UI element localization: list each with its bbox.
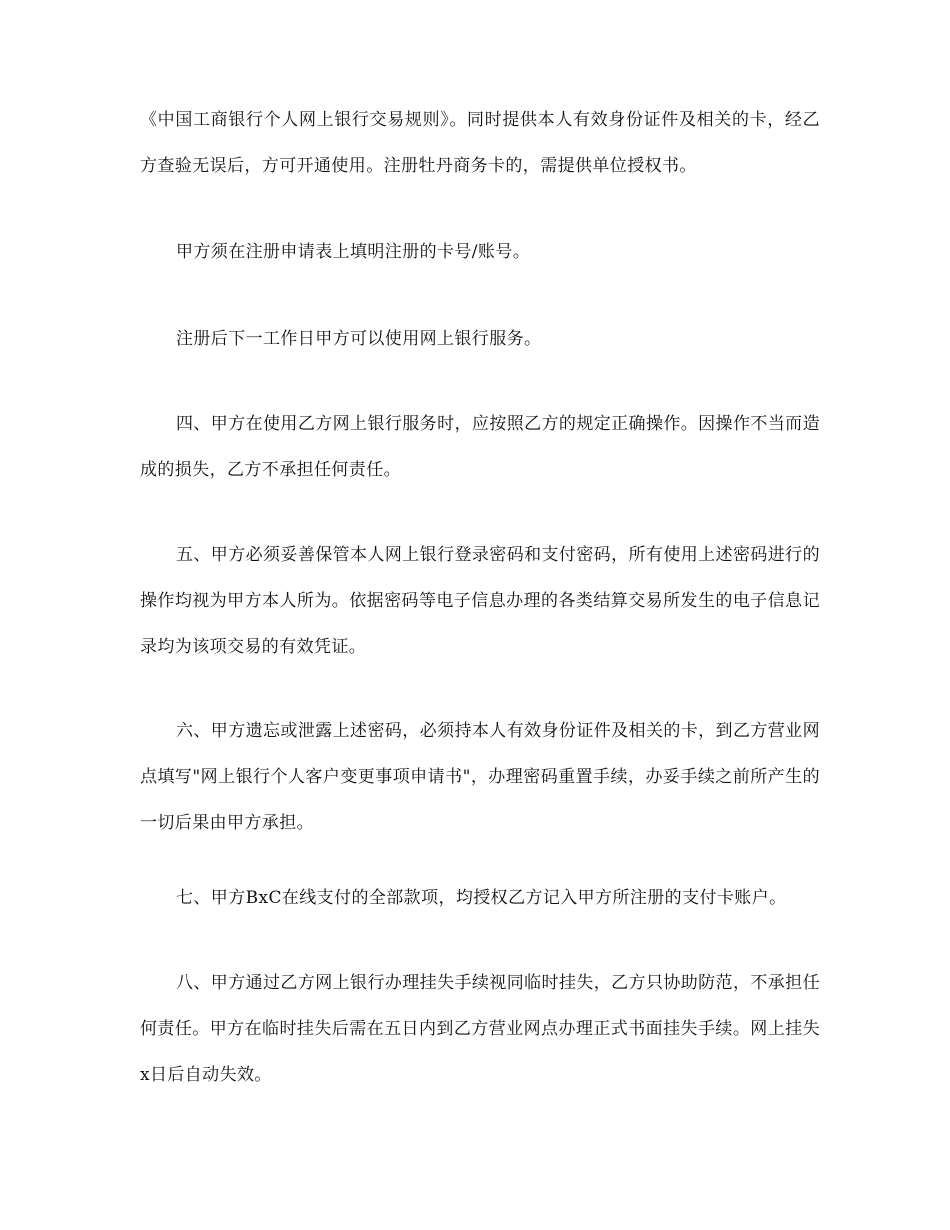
- paragraph-card-number: 甲方须在注册申请表上填明注册的卡号/账号。: [176, 242, 531, 262]
- paragraph-clause-4: 四、甲方在使用乙方网上银行服务时，应按照乙方的规定正确操作。因操作不当而造成的损失，乙方不承担任何责任。: [140, 414, 820, 480]
- paragraph-next-workday: 注册后下一工作日甲方可以使用网上银行服务。: [176, 329, 542, 349]
- paragraph-clause-7: 七、甲方BxC在线支付的全部款项，均授权乙方记入甲方所注册的支付卡账户。: [176, 888, 787, 908]
- paragraph-clause-6: 六、甲方遗忘或泄露上述密码，必须持本人有效身份证件及相关的卡，到乙方营业网点填写"网上银行个人客户变更事项申请书"，办理密码重置手续，办妥手续之前所产生的一切后果由甲方承担。: [140, 721, 820, 833]
- paragraph-rules-continuation: 《中国工商银行个人网上银行交易规则》。同时提供本人有效身份证件及相关的卡，经乙方查验无误后，方可开通使用。注册牡丹商务卡的，需提供单位授权书。: [140, 110, 820, 176]
- paragraph-clause-8: 八、甲方通过乙方网上银行办理挂失手续视同临时挂失，乙方只协助防范，不承担任何责任。甲方在临时挂失后需在五日内到乙方营业网点办理正式书面挂失手续。网上挂失x日后自动失效。: [140, 973, 820, 1085]
- paragraph-clause-5: 五、甲方必须妥善保管本人网上银行登录密码和支付密码，所有使用上述密码进行的操作均视为甲方本人所为。依据密码等电子信息办理的各类结算交易所发生的电子信息记录均为该项交易的有效凭证。: [140, 545, 820, 657]
